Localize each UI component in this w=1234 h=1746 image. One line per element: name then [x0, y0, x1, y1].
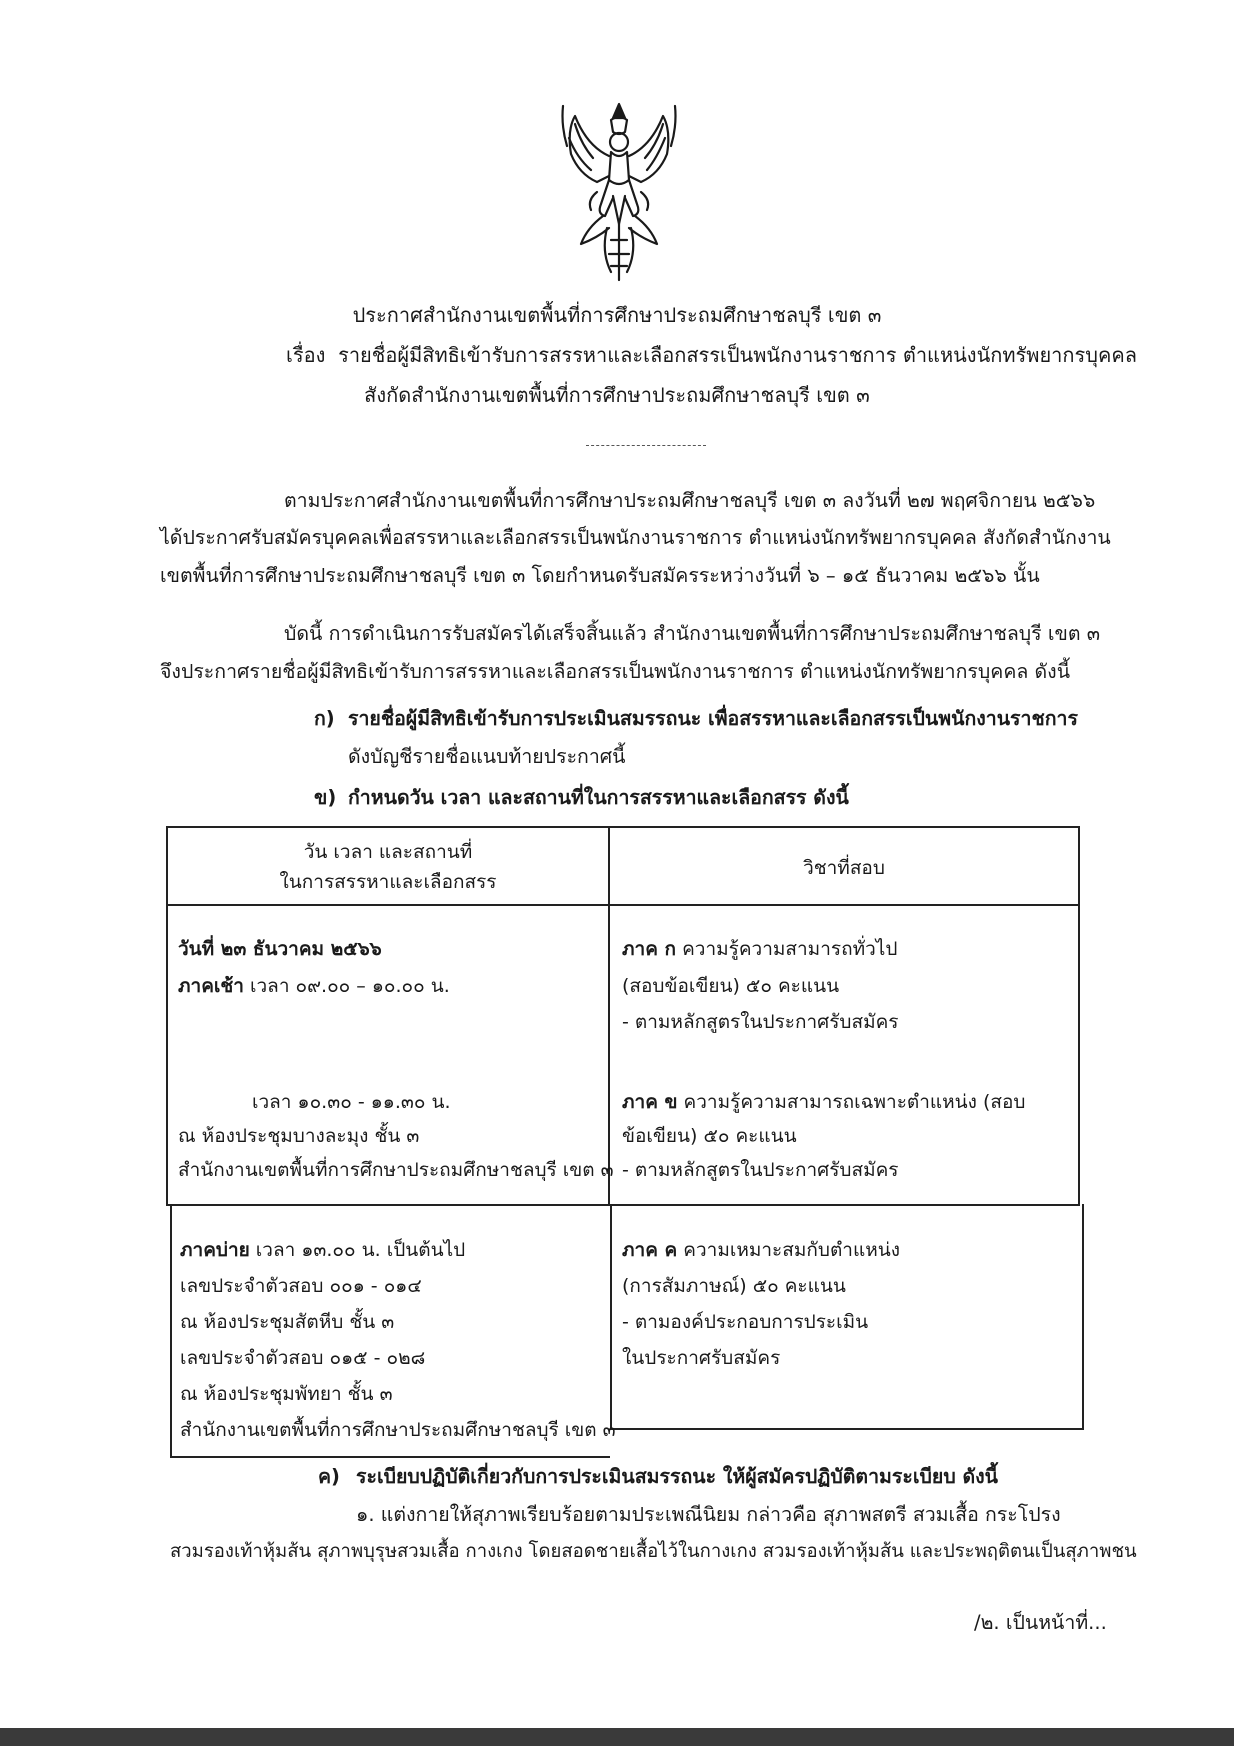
exam-id-range-2: เลขประจำตัวสอบ ๐๑๕ - ๐๒๘	[180, 1347, 426, 1369]
rule-1-line-1: ๑. แต่งกายให้สุภาพเรียบร้อยตามประเพณีนิยม กล่าวคือ สุภาพสตรี สวมเสื้อ กระโปรง	[356, 1503, 1061, 1526]
announcement-title: ประกาศสำนักงานเขตพื้นที่การศึกษาประถมศึกษาชลบุรี เขต ๓	[352, 303, 882, 327]
morning-session	[178, 974, 450, 999]
part-a-title: ภาค ก ความรู้ความสามารถทั่วไป	[622, 938, 898, 960]
part-c-note-2: ในประกาศรับสมัคร	[622, 1347, 781, 1369]
room-banglamung: ณ ห้องประชุมบางละมุง ชั้น ๓	[178, 1125, 420, 1147]
subject-label: เรื่อง	[286, 343, 326, 367]
part-c-note: - ตามองค์ประกอบการประเมิน	[622, 1311, 869, 1333]
part-b-title: ภาค ข ความรู้ความสามารถเฉพาะตำแหน่ง (สอบ	[622, 1091, 1026, 1113]
part-b-note: - ตามหลักสูตรในประกาศรับสมัคร	[622, 1159, 899, 1181]
room-sattahip: ณ ห้องประชุมสัตหีบ ชั้น ๓	[180, 1311, 395, 1333]
item-c-line-1: ระเบียบปฏิบัติเกี่ยวกับการประเมินสมรรถนะ ให้ผู้สมัครปฏิบัติตามระเบียบ ดังนี้	[356, 1465, 998, 1488]
office-name-2: สำนักงานเขตพื้นที่การศึกษาประถมศึกษาชลบุรี เขต ๓	[180, 1419, 616, 1441]
paragraph-2-line-2: จึงประกาศรายชื่อผู้มีสิทธิเข้ารับการสรรหาและเลือกสรรเป็นพนักงานราชการ ตำแหน่งนักทรัพยากรบุคคล ดังนี้	[160, 660, 1071, 683]
next-page-marker: /๒. เป็นหน้าที่...	[974, 1611, 1107, 1634]
part-b-label: ภาค ข	[622, 1091, 678, 1113]
item-c-marker: ค)	[318, 1465, 340, 1488]
paragraph-2-line-1: บัดนี้ การดำเนินการรับสมัครได้เสร็จสิ้นแล้ว สำนักงานเขตพื้นที่การศึกษาประถมศึกษาชลบุรี เขต ๓	[284, 622, 1101, 645]
afternoon-session	[180, 1238, 465, 1263]
exam-date: วันที่ ๒๓ ธันวาคม ๒๕๖๖	[178, 938, 382, 960]
part-a-score: (สอบข้อเขียน) ๕๐ คะแนน	[622, 975, 840, 997]
afternoon-time: เวลา ๑๓.๐๐ น. เป็นต้นไป	[249, 1239, 466, 1261]
item-b-marker: ข)	[314, 786, 337, 809]
paragraph-1-line-3: เขตพื้นที่การศึกษาประถมศึกษาชลบุรี เขต ๓ โดยกำหนดรับสมัครระหว่างวันที่ ๖ – ๑๕ ธันวาคม ๒๕๖๖ นั้น	[160, 564, 1040, 587]
morning-time: เวลา ๐๙.๐๐ – ๑๐.๐๐ น.	[243, 975, 450, 997]
part-c-score: (การสัมภาษณ์) ๕๐ คะแนน	[622, 1275, 846, 1297]
subject-text: รายชื่อผู้มีสิทธิเข้ารับการสรรหาและเลือกสรรเป็นพนักงานราชการ ตำแหน่งนักทรัพยากรบุคคล	[338, 343, 1137, 367]
item-a-marker: ก)	[314, 707, 335, 730]
item-a-line-2: ดังบัญชีรายชื่อแนบท้ายประกาศนี้	[348, 745, 626, 768]
second-session-time: เวลา ๑๐.๓๐ - ๑๑.๓๐ น.	[252, 1091, 451, 1113]
part-b-score: ข้อเขียน) ๕๐ คะแนน	[622, 1125, 797, 1147]
item-b-line-1: กำหนดวัน เวลา และสถานที่ในการสรรหาและเลือกสรร ดังนี้	[348, 786, 849, 809]
exam-id-range-1: เลขประจำตัวสอบ ๐๐๑ - ๐๑๔	[180, 1275, 422, 1297]
part-a-label: ภาค ก	[622, 938, 677, 960]
subject-line	[286, 342, 1137, 368]
item-a-line-1: รายชื่อผู้มีสิทธิเข้ารับการประเมินสมรรถนะ เพื่อสรรหาและเลือกสรรเป็นพนักงานราชการ	[348, 707, 1078, 730]
scan-edge	[0, 1728, 1234, 1746]
header-subject: วิชาที่สอบ	[803, 857, 885, 879]
part-c-title: ภาค ค ความเหมาะสมกับตำแหน่ง	[622, 1239, 900, 1261]
header-datetime-place-line-1: วัน เวลา และสถานที่	[303, 841, 473, 863]
part-a-note: - ตามหลักสูตรในประกาศรับสมัคร	[622, 1011, 899, 1033]
room-pattaya: ณ ห้องประชุมพัทยา ชั้น ๓	[180, 1383, 393, 1405]
morning-label: ภาคเช้า	[178, 975, 244, 997]
part-c-label: ภาค ค	[622, 1239, 678, 1261]
exam-schedule-table	[166, 826, 1080, 1458]
office-name-1: สำนักงานเขตพื้นที่การศึกษาประถมศึกษาชลบุรี เขต ๓	[178, 1159, 614, 1181]
rule-1-line-2: สวมรองเท้าหุ้มส้น สุภาพบุรุษสวมเสื้อ กางเกง โดยสอดชายเสื้อไว้ในกางเกง สวมรองเท้าหุ้มส้น และประพฤติตนเป็นสุภาพชน	[170, 1541, 1137, 1562]
garuda-emblem-icon	[557, 96, 681, 288]
paragraph-1-line-1: ตามประกาศสำนักงานเขตพื้นที่การศึกษาประถมศึกษาชลบุรี เขต ๓ ลงวันที่ ๒๗ พฤศจิกายน ๒๕๖๖	[284, 489, 1096, 512]
header-datetime-place-line-2: ในการสรรหาและเลือกสรร	[279, 871, 497, 893]
subject-line-2: สังกัดสำนักงานเขตพื้นที่การศึกษาประถมศึกษาชลบุรี เขต ๓	[364, 383, 870, 407]
title-divider	[586, 445, 706, 446]
afternoon-label: ภาคบ่าย	[180, 1239, 250, 1261]
paragraph-1-line-2: ได้ประกาศรับสมัครบุคคลเพื่อสรรหาและเลือกสรรเป็นพนักงานราชการ ตำแหน่งนักทรัพยากรบุคคล สังกัดสำนักงาน	[160, 526, 1111, 549]
